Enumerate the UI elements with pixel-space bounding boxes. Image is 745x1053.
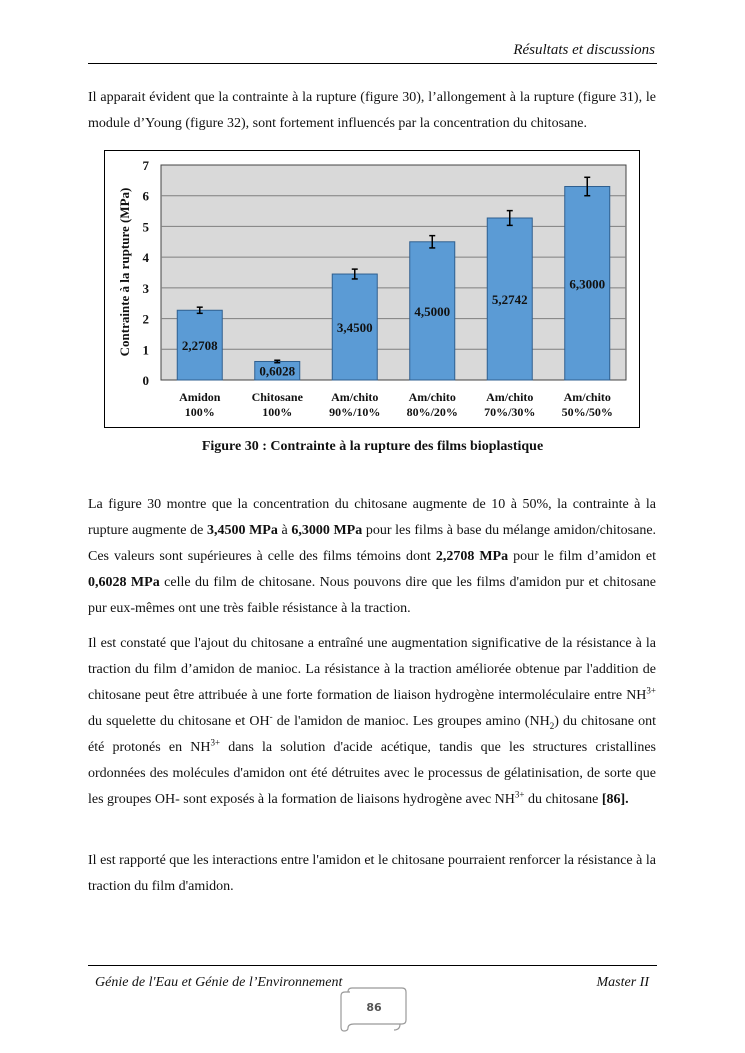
paragraph-1 bbox=[88, 492, 656, 622]
footer-rule bbox=[88, 965, 657, 966]
p2-text-5: dans la solution d'acide acétique, tandis que les structures cristallines ordonnées des molécules d'amidon ont été détruites avec le processus de gélatinisation, de sorte que les groupes OH- sont exposés à la formation de liaisons hydrogène avec NH bbox=[88, 740, 656, 807]
x-tick-label-2-line1: Am/chito bbox=[331, 390, 379, 404]
page-header-title: Résultats et discussions bbox=[513, 42, 655, 58]
p1-bold-3: 2,2708 MPa bbox=[435, 549, 509, 564]
x-tick-label-0-line1: Amidon bbox=[179, 390, 221, 404]
y-tick-label-6: 6 bbox=[142, 188, 149, 204]
y-tick-label-5: 5 bbox=[142, 219, 149, 235]
p1-text-2: à bbox=[277, 523, 292, 538]
p2-text-2: du squelette du chitosane et OH bbox=[88, 714, 270, 729]
x-tick-label-4-line2: 70%/30% bbox=[484, 405, 536, 419]
p1-text-4: pour le film d’amidon et bbox=[508, 549, 656, 564]
p1-text-3: pour les films à base du mélange amidon/chitosane. Ces valeurs sont supérieures à celle des films témoins dont bbox=[88, 523, 657, 564]
p1-text-5: celle du film de chitosane. Nous pouvons dire que les films d'amidon pur et chitosane pur eux-mêmes ont une très faible résistance à la traction. bbox=[88, 575, 656, 616]
intro-paragraph: Il apparait évident que la contrainte à la rupture (figure 30), l’allongement à la rupture (figure 31), le module d’Young (figure 32), sont fortement influencés par la concentration du chitosane. bbox=[88, 90, 656, 131]
p2-text-3: de l'amidon de manioc. Les groupes amino (NH bbox=[272, 714, 550, 729]
y-tick-label-0: 0 bbox=[142, 373, 149, 388]
p2-sub-1: 2 bbox=[549, 720, 555, 731]
x-tick-label-3-line2: 80%/20% bbox=[406, 405, 458, 419]
y-tick-label-3: 3 bbox=[142, 280, 149, 296]
p2-reference: [86]. bbox=[601, 792, 629, 807]
x-tick-label-1-line1: Chitosane bbox=[251, 390, 303, 404]
p2-sup-4: 3+ bbox=[514, 789, 525, 800]
bar-chart bbox=[105, 151, 639, 427]
p2-text-1: Il est constaté que l'ajout du chitosane a entraîné une augmentation significative de la résistance à la traction du film d’amidon de manioc. La résistance à la traction améliorée obtenue par l'addition de chitosane peut être attribuée à une forte formation de liaison hydrogène intermoléculaire entre NH bbox=[88, 636, 656, 703]
x-tick-label-2-line2: 90%/10% bbox=[329, 405, 381, 419]
x-tick-label-5-line2: 50%/50% bbox=[561, 405, 613, 419]
p2-sup-3: 3+ bbox=[210, 737, 221, 748]
p1-bold-4: 0,6028 MPa bbox=[88, 575, 160, 590]
chart-frame bbox=[104, 150, 640, 428]
p2-sup-1: 3+ bbox=[646, 685, 656, 696]
footer-left: Génie de l'Eau et Génie de l’Environnement bbox=[95, 975, 343, 990]
y-tick-label-2: 2 bbox=[142, 311, 149, 327]
x-tick-label-4-line1: Am/chito bbox=[486, 390, 534, 404]
y-tick-label-7: 7 bbox=[142, 158, 149, 173]
paragraph-2 bbox=[88, 631, 656, 813]
p2-text-4: ) du chitosane ont été protonés en NH bbox=[88, 714, 657, 755]
x-tick-label-1-line2: 100% bbox=[262, 405, 293, 419]
y-axis-label: Contrainte à la rupture (MPa) bbox=[117, 187, 132, 357]
p1-text-1: La figure 30 montre que la concentration du chitosane augmente de 10 à 50%, la contrainte à la rupture augmente de bbox=[88, 497, 656, 538]
plot-area bbox=[161, 165, 626, 380]
footer-right: Master II bbox=[596, 975, 649, 990]
p1-bold-2: 6,3000 MPa bbox=[291, 523, 363, 538]
data-label-1: 0,6028 bbox=[259, 363, 296, 379]
p1-bold-1: 3,4500 MPa bbox=[206, 523, 278, 538]
data-label-3: 4,5000 bbox=[414, 303, 451, 319]
x-tick-label-3-line1: Am/chito bbox=[408, 390, 456, 404]
figure-caption: Figure 30 : Contrainte à la rupture des films bioplastique bbox=[201, 439, 544, 454]
p2-sup-2: - bbox=[269, 711, 273, 722]
page-number: 86 bbox=[366, 1001, 382, 1014]
data-label-4: 5,2742 bbox=[491, 292, 528, 308]
x-tick-label-0-line2: 100% bbox=[184, 405, 215, 419]
y-tick-label-4: 4 bbox=[142, 250, 149, 266]
y-tick-label-1: 1 bbox=[142, 342, 149, 358]
x-tick-label-5-line1: Am/chito bbox=[563, 390, 611, 404]
p2-text-6: du chitosane bbox=[524, 792, 602, 807]
data-label-0: 2,2708 bbox=[181, 338, 218, 354]
header-rule bbox=[88, 63, 657, 64]
data-label-5: 6,3000 bbox=[569, 276, 606, 292]
paragraph-3: Il est rapporté que les interactions entre l'amidon et le chitosane pourraient renforcer la résistance à la traction du film d'amidon. bbox=[88, 853, 656, 894]
data-label-2: 3,4500 bbox=[336, 320, 373, 336]
